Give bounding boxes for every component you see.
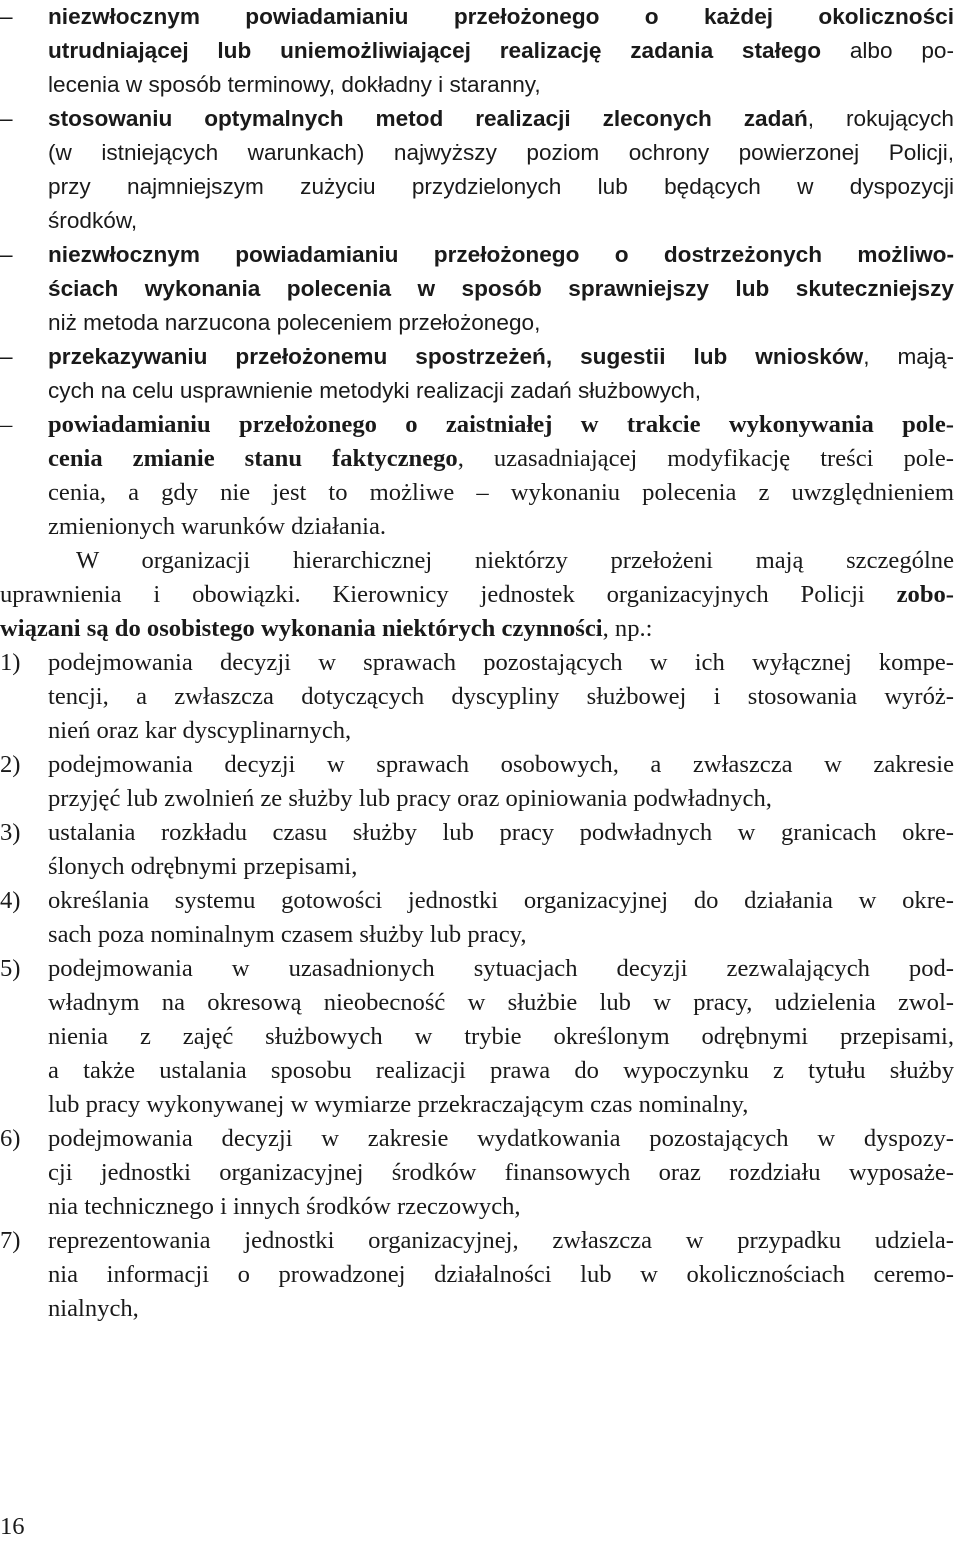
line-text: ślonych odrębnymi przepisami, — [48, 853, 358, 880]
bold-phrase: przekazywaniu przełożonemu spostrzeżeń, sugestii lub wniosków — [48, 344, 864, 369]
line-text: cych na celu usprawnienie metodyki realizacji zadań służbowych, — [48, 378, 702, 403]
line-text: cji jednostki organizacyjnej środków finansowych oraz rozdziału wyposaże- — [48, 1159, 954, 1186]
bullet-dash: – — [0, 344, 13, 369]
regular-phrase: , uzasadniającej modyfikację treści pole- — [457, 445, 954, 472]
line-text — [48, 0, 954, 34]
list-number: 7) — [0, 1227, 21, 1254]
text-line — [0, 1190, 960, 1224]
line-text: a także ustalania sposobu realizacji prawa do wypoczynku z tytułu służby — [48, 1057, 954, 1084]
text-line — [0, 680, 960, 714]
line-text: nia informacji o prowadzonej działalności lub w okolicznościach ceremo- — [48, 1261, 954, 1288]
line-text: sach poza nominalnym czasem służby lub pracy, — [48, 921, 527, 948]
line-text — [48, 408, 954, 442]
line-text: zmienionych warunków działania. — [48, 513, 387, 540]
bullet-dash: – — [0, 106, 13, 131]
line-text: podejmowania decyzji w zakresie wydatkowania pozostających w dyspozy- — [48, 1125, 954, 1152]
text-line — [0, 918, 960, 952]
text-line — [0, 714, 960, 748]
line-text — [0, 612, 954, 646]
text-line — [0, 986, 960, 1020]
line-text: władnym na okresową nieobecność w służbie lub w pracy, udzielenia zwol- — [48, 989, 954, 1016]
line-text: lub pracy wykonywanej w wymiarze przekraczającym czas nominalny, — [48, 1091, 749, 1118]
page-number: 16 — [0, 1513, 25, 1540]
line-text — [48, 272, 954, 306]
bold-phrase: zobo- — [896, 581, 954, 608]
regular-phrase: , np.: — [602, 615, 653, 642]
bold-phrase: stosowaniu optymalnych metod realizacji zleconych zadań — [48, 106, 808, 131]
line-text: nia technicznego i innych środków rzeczowych, — [48, 1193, 521, 1220]
text-line — [0, 272, 960, 306]
line-text: niż metoda narzucona poleceniem przełożonego, — [48, 310, 541, 335]
text-line — [0, 850, 960, 884]
bold-phrase: cenia zmianie stanu faktycznego — [48, 445, 458, 472]
text-line — [0, 1088, 960, 1122]
line-text — [48, 102, 954, 136]
line-text: W organizacji hierarchicznej niektórzy przełożeni mają szczególne — [76, 547, 954, 574]
text-line — [0, 340, 960, 374]
text-line — [0, 442, 960, 476]
line-text: podejmowania decyzji w sprawach osobowych, a zwłaszcza w zakresie — [48, 751, 954, 778]
text-line — [0, 578, 960, 612]
bold-phrase: ściach wykonania polecenia w sposób sprawniejszy lub skuteczniejszy — [48, 276, 954, 301]
text-line — [0, 374, 960, 408]
text-line — [0, 102, 960, 136]
list-number: 3) — [0, 819, 21, 846]
line-text: ustalania rozkładu czasu służby lub pracy podwładnych w granicach okre- — [48, 819, 954, 846]
line-text: przyjęć lub zwolnień ze służby lub pracy oraz opiniowania podwładnych, — [48, 785, 772, 812]
bold-phrase: niezwłocznym powiadamianiu przełożonego o każdej okoliczności — [48, 4, 954, 29]
text-line — [0, 1054, 960, 1088]
text-line — [0, 1122, 960, 1156]
line-text: podejmowania decyzji w sprawach pozostających w ich wyłącznej kompe- — [48, 649, 954, 676]
text-line — [0, 782, 960, 816]
list-number: 2) — [0, 751, 21, 778]
text-line — [0, 816, 960, 850]
text-line — [0, 476, 960, 510]
text-line — [0, 408, 960, 442]
text-line — [0, 170, 960, 204]
line-text — [48, 442, 954, 476]
bold-phrase: utrudniającej lub uniemożliwiającej realizację zadania stałego — [48, 38, 822, 63]
line-text: cenia, a gdy nie jest to możliwe – wykonaniu polecenia z uwzględnieniem — [48, 479, 954, 506]
text-line — [0, 1258, 960, 1292]
regular-phrase: , mają- — [863, 344, 954, 369]
list-number: 6) — [0, 1125, 21, 1152]
bold-phrase: niezwłocznym powiadamianiu przełożonego o dostrzeżonych możliwo- — [48, 242, 954, 267]
text-line — [0, 884, 960, 918]
list-number: 1) — [0, 649, 21, 676]
bullet-dash: – — [0, 242, 13, 267]
line-text: nienia z zajęć służbowych w trybie określonym odrębnymi przepisami, — [48, 1023, 954, 1050]
line-text: nialnych, — [48, 1295, 139, 1322]
regular-phrase: , rokujących — [807, 106, 954, 131]
line-text — [48, 340, 954, 374]
text-line — [0, 1224, 960, 1258]
regular-phrase: albo po- — [821, 38, 954, 63]
list-number: 4) — [0, 887, 21, 914]
text-line — [0, 1292, 960, 1326]
text-line — [0, 510, 960, 544]
text-line — [0, 306, 960, 340]
text-line — [0, 952, 960, 986]
line-text: podejmowania w uzasadnionych sytuacjach decyzji zezwalających pod- — [48, 955, 954, 982]
bold-phrase: powiadamianiu przełożonego o zaistniałej w trakcie wykonywania pole- — [48, 411, 954, 438]
list-number: 5) — [0, 955, 21, 982]
text-line — [0, 1156, 960, 1190]
text-line — [0, 204, 960, 238]
line-text — [48, 34, 954, 68]
text-line — [0, 34, 960, 68]
bold-phrase: wiązani są do osobistego wykonania niektórych czynności — [0, 615, 603, 642]
line-text: nień oraz kar dyscyplinarnych, — [48, 717, 352, 744]
text-line — [0, 238, 960, 272]
text-line — [0, 544, 960, 578]
line-text: tencji, a zwłaszcza dotyczących dyscypliny służbowej i stosowania wyróż- — [48, 683, 954, 710]
text-line — [0, 612, 960, 646]
text-line — [0, 1020, 960, 1054]
regular-phrase: uprawnienia i obowiązki. Kierownicy jednostek organizacyjnych Policji — [0, 581, 897, 608]
bullet-dash: – — [0, 4, 13, 29]
text-line — [0, 68, 960, 102]
text-line — [0, 646, 960, 680]
bullet-dash: – — [0, 411, 13, 438]
text-line — [0, 0, 960, 34]
line-text — [48, 238, 954, 272]
line-text — [0, 578, 954, 612]
line-text: reprezentowania jednostki organizacyjnej, zwłaszcza w przypadku udziela- — [48, 1227, 954, 1254]
text-line — [0, 136, 960, 170]
line-text: lecenia w sposób terminowy, dokładny i staranny, — [48, 72, 541, 97]
text-line — [0, 748, 960, 782]
line-text: przy najmniejszym zużyciu przydzielonych lub będących w dyspozycji — [48, 174, 954, 199]
line-text: (w istniejących warunkach) najwyższy poziom ochrony powierzonej Policji, — [48, 140, 954, 165]
line-text: określania systemu gotowości jednostki organizacyjnej do działania w okre- — [48, 887, 954, 914]
line-text: środków, — [48, 208, 138, 233]
